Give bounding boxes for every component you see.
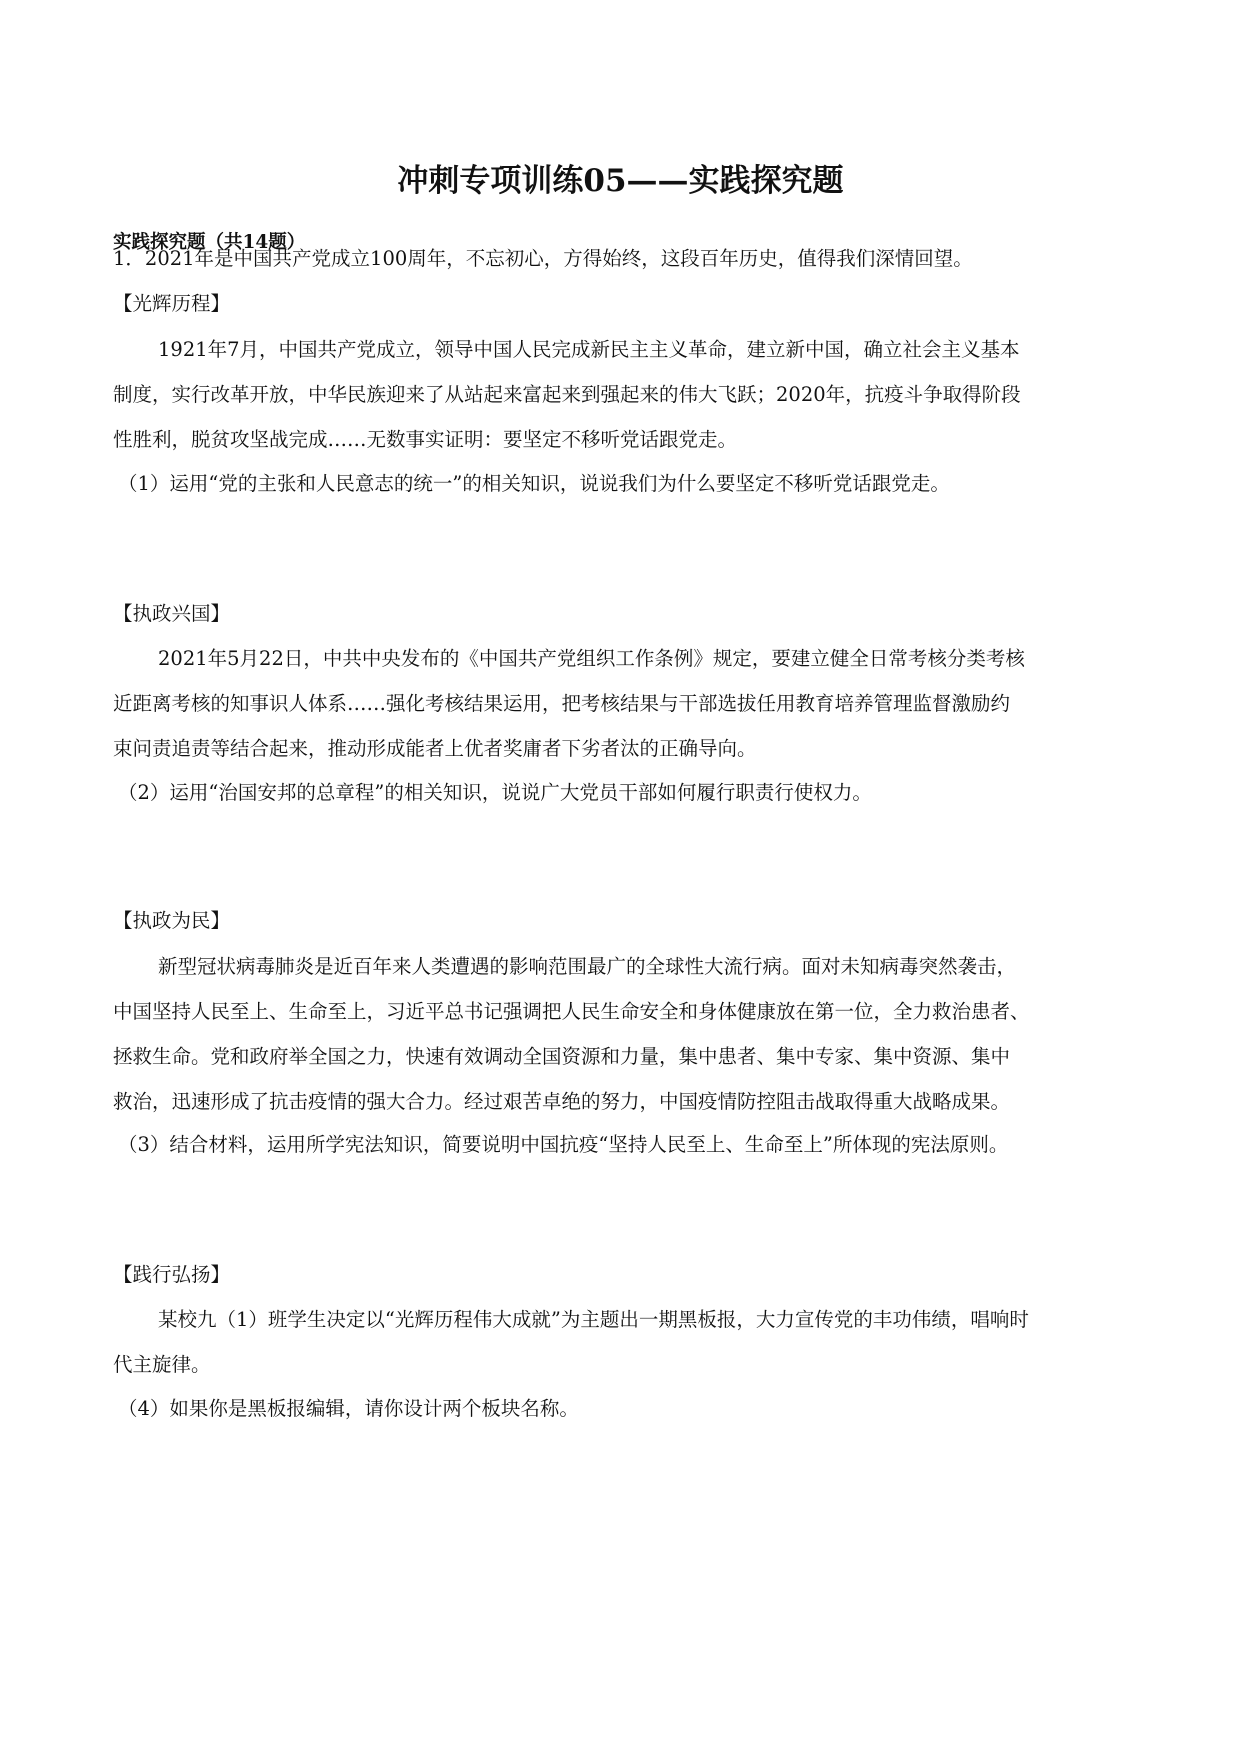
part-3-material-line: 新型冠状病毒肺炎是近百年来人类遭遇的影响范围最广的全球性大流行病。面对未知病毒突然袭击， bbox=[158, 955, 1017, 978]
part-4-heading: 【践行弘扬】 bbox=[113, 1263, 231, 1286]
part-2-material-line: 束问责追责等结合起来，推动形成能者上优者奖庸者下劣者汰的正确导向。 bbox=[113, 737, 757, 760]
part-3-material-line: 中国坚持人民至上、生命至上，习近平总书记强调把人民生命安全和身体健康放在第一位，全力救治患者、 bbox=[113, 1000, 1030, 1023]
part-2-question: （2）运用“治国安邦的总章程”的相关知识，说说广大党员干部如何履行职责行使权力。 bbox=[118, 781, 872, 804]
part-4-material-line: 某校九（1）班学生决定以“光辉历程伟大成就”为主题出一期黑板报，大力宣传党的丰功伟绩，唱响时 bbox=[158, 1308, 1029, 1331]
part-3-material-line: 拯救生命。党和政府举全国之力，快速有效调动全国资源和力量，集中患者、集中专家、集中资源、集中 bbox=[113, 1045, 1011, 1068]
part-1-question: （1）运用“党的主张和人民意志的统一”的相关知识，说说我们为什么要坚定不移听党话跟党走。 bbox=[118, 472, 950, 495]
part-1-material-line: 制度，实行改革开放，中华民族迎来了从站起来富起来到强起来的伟大飞跃；2020年，抗疫斗争取得阶段 bbox=[113, 383, 1021, 406]
part-2-material-line: 2021年5月22日，中共中央发布的《中国共产党组织工作条例》规定，要建立健全日常考核分类考核 bbox=[158, 647, 1025, 670]
page-title: 冲刺专项训练05——实践探究题 bbox=[397, 163, 844, 199]
part-3-heading: 【执政为民】 bbox=[113, 909, 231, 932]
part-3-material-line: 救治，迅速形成了抗击疫情的强大合力。经过艰苦卓绝的努力，中国疫情防控阻击战取得重大战略成果。 bbox=[113, 1090, 1011, 1113]
part-1-material-line: 性胜利，脱贫攻坚战完成……无数事实证明：要坚定不移听党话跟党走。 bbox=[113, 428, 738, 451]
part-1-heading: 【光辉历程】 bbox=[113, 292, 231, 315]
part-3-question: （3）结合材料，运用所学宪法知识，简要说明中国抗疫“坚持人民至上、生命至上”所体现的宪法原则。 bbox=[118, 1133, 1009, 1156]
part-4-question: （4）如果你是黑板报编辑，请你设计两个板块名称。 bbox=[118, 1397, 579, 1420]
part-2-heading: 【执政兴国】 bbox=[113, 602, 231, 625]
part-2-material-line: 近距离考核的知事识人体系……强化考核结果运用，把考核结果与干部选拔任用教育培养管理监督激励约 bbox=[113, 692, 1011, 715]
section-heading: 实践探究题（共14题） bbox=[113, 232, 306, 253]
part-1-material-line: 1921年7月，中国共产党成立，领导中国人民完成新民主主义革命，建立新中国，确立社会主义基本 bbox=[158, 338, 1020, 361]
question-1-stem: 1．2021年是中国共产党成立100周年，不忘初心，方得始终，这段百年历史，值得我们深情回望。 bbox=[113, 247, 973, 270]
part-4-material-line: 代主旋律。 bbox=[113, 1353, 211, 1376]
